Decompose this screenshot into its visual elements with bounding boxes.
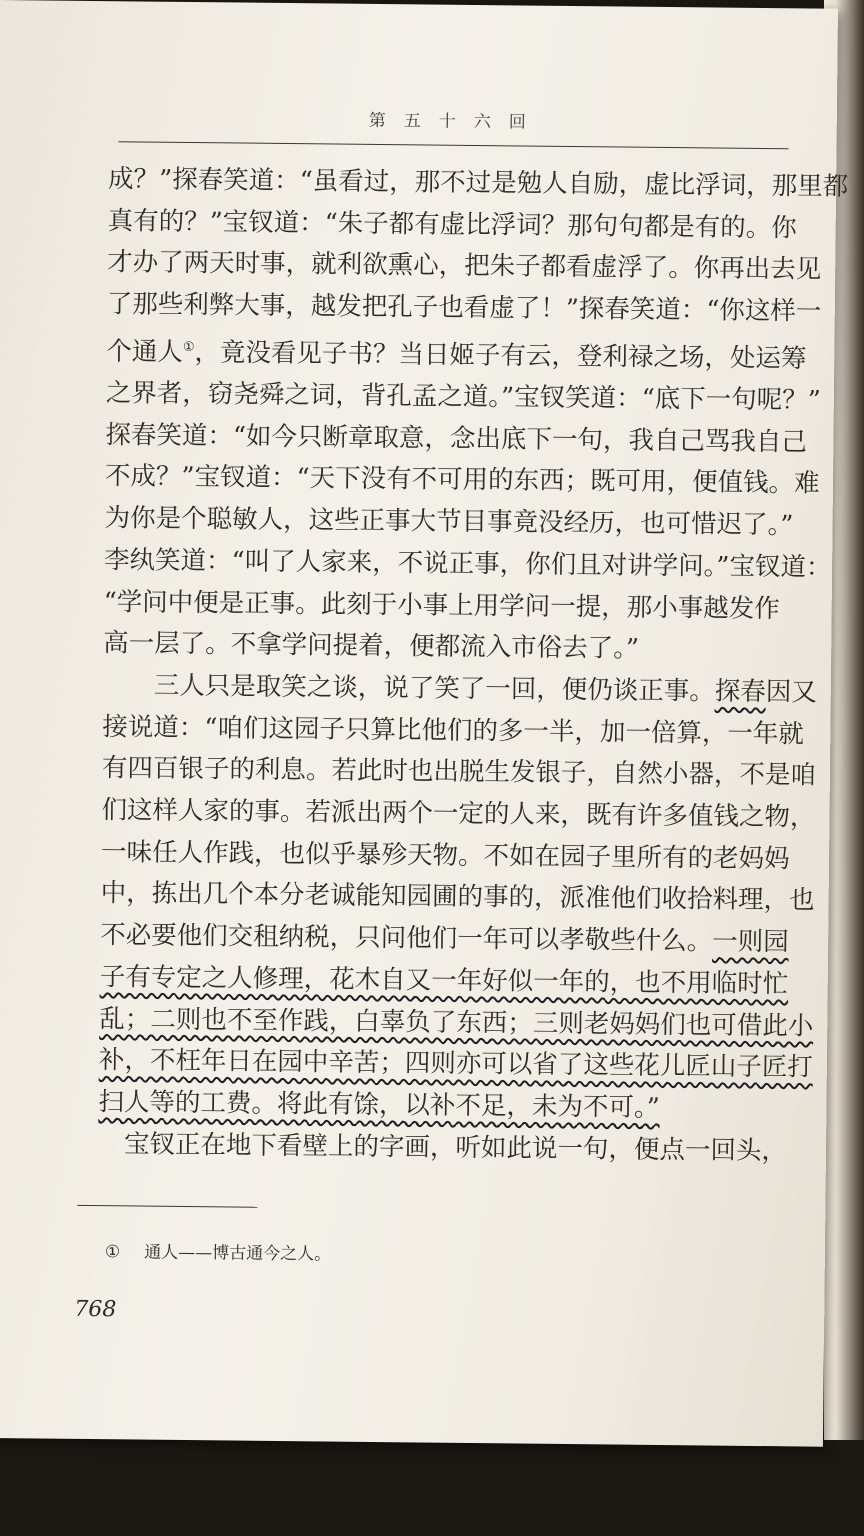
footnote-number: ① [104, 1242, 121, 1263]
text-line: 一味任人作践，也似乎暴殄天物。不如在园子里所有的老妈妈 [100, 836, 790, 875]
text-line: 不成？”宝钗道：“天下没有不可用的东西；既可用，便值钱。难 [104, 461, 820, 500]
footnote-marker: ① [182, 339, 195, 355]
footnote-divider [77, 1205, 257, 1208]
underlined-line: 扫人等的工费。将此有馀，以补不足，未为不可。” [98, 1087, 660, 1123]
text-line: 宝钗正在地下看壁上的字画，听如此说一句，便点一回头， [123, 1129, 788, 1166]
running-header [119, 101, 789, 149]
underlined-text: 一则园 [712, 926, 789, 958]
text-line: 之界者，窃尧舜之词，背孔孟之道。”宝钗笑道：“底下一句呢？” [105, 378, 821, 416]
page-body-text [98, 159, 849, 1173]
text-line: 有四百银子的利息。若此时也出脱生发银子，自然小器，不是咱 [101, 753, 817, 791]
text-line: 高一层了。不拿学问提着，便都流入市俗去了。” [103, 628, 640, 664]
underlined-line: 子有专定之人修理，花木自又一年好似一年的，也不用临时忙 [99, 961, 789, 1000]
underlined-line: 补，不枉年日在园中辛苦；四则亦可以省了这些花儿匠山子匠打 [98, 1045, 814, 1083]
text-line: 成？”探春笑道：“虽看过，那不过是勉人自励，虚比浮词，那里都 [107, 164, 849, 202]
text-line: 真有的？”宝钗道：“朱子都有虚比浮词？那句句都是有的。你 [107, 205, 797, 244]
text-line: 探春笑道：“如今只断章取意，念出底下一句，我自己骂我自己 [105, 419, 808, 458]
text-segment: ，竟没看见子书？当日姬子有云，登利禄之场，处运筹 [194, 337, 807, 374]
underlined-name: 探春 [714, 676, 766, 707]
text-line: 接说道：“咱们这园子只算比他们的多一半，加一倍算，一年就 [102, 711, 805, 750]
text-segment: 个通人 [106, 336, 183, 368]
text-line: 了那些利弊大事，越发把孔子也看虚了！”探春笑道：“你这样一 [106, 289, 822, 327]
text-line: 为你是个聪敏人，这些正事大节目事竟没经历，也可惜迟了。” [104, 503, 794, 541]
text-segment: 不必要他们交租纳税，只问他们一年可以孝敬些什么。 [100, 920, 713, 957]
text-line: 才办了两天时事，就利欲熏心，把朱子都看虚浮了。你再出去见 [107, 247, 822, 286]
text-segment: 三人只是取笑之谈，说了笑了一回，便仍谈正事。 [153, 670, 715, 707]
footnote [105, 1237, 331, 1264]
footnote-text: 通人——博古通今之人。 [144, 1242, 332, 1265]
text-line [106, 326, 841, 381]
text-line: 李纨笑道：“叫了人家来，不说正事，你们且对讲学问。”宝钗道： [103, 544, 832, 583]
text-segment: 因又 [765, 676, 817, 708]
chapter-title: 第五十六回 [368, 110, 544, 133]
text-line: 们这样人家的事。若派出两个一定的人来，既有许多值钱之物， [101, 795, 816, 833]
text-line: 中，拣出几个本分老诚能知园圃的事的，派准他们收拾料理，也 [100, 878, 815, 917]
page-number: 768 [74, 1296, 117, 1323]
underlined-line: 乱；二则也不至作践，白辜负了东西；三则老妈妈们也可借此小 [99, 1003, 814, 1042]
text-line: “学问中便是正事。此刻于小事上用学问一提，那小事越发作 [103, 586, 780, 624]
